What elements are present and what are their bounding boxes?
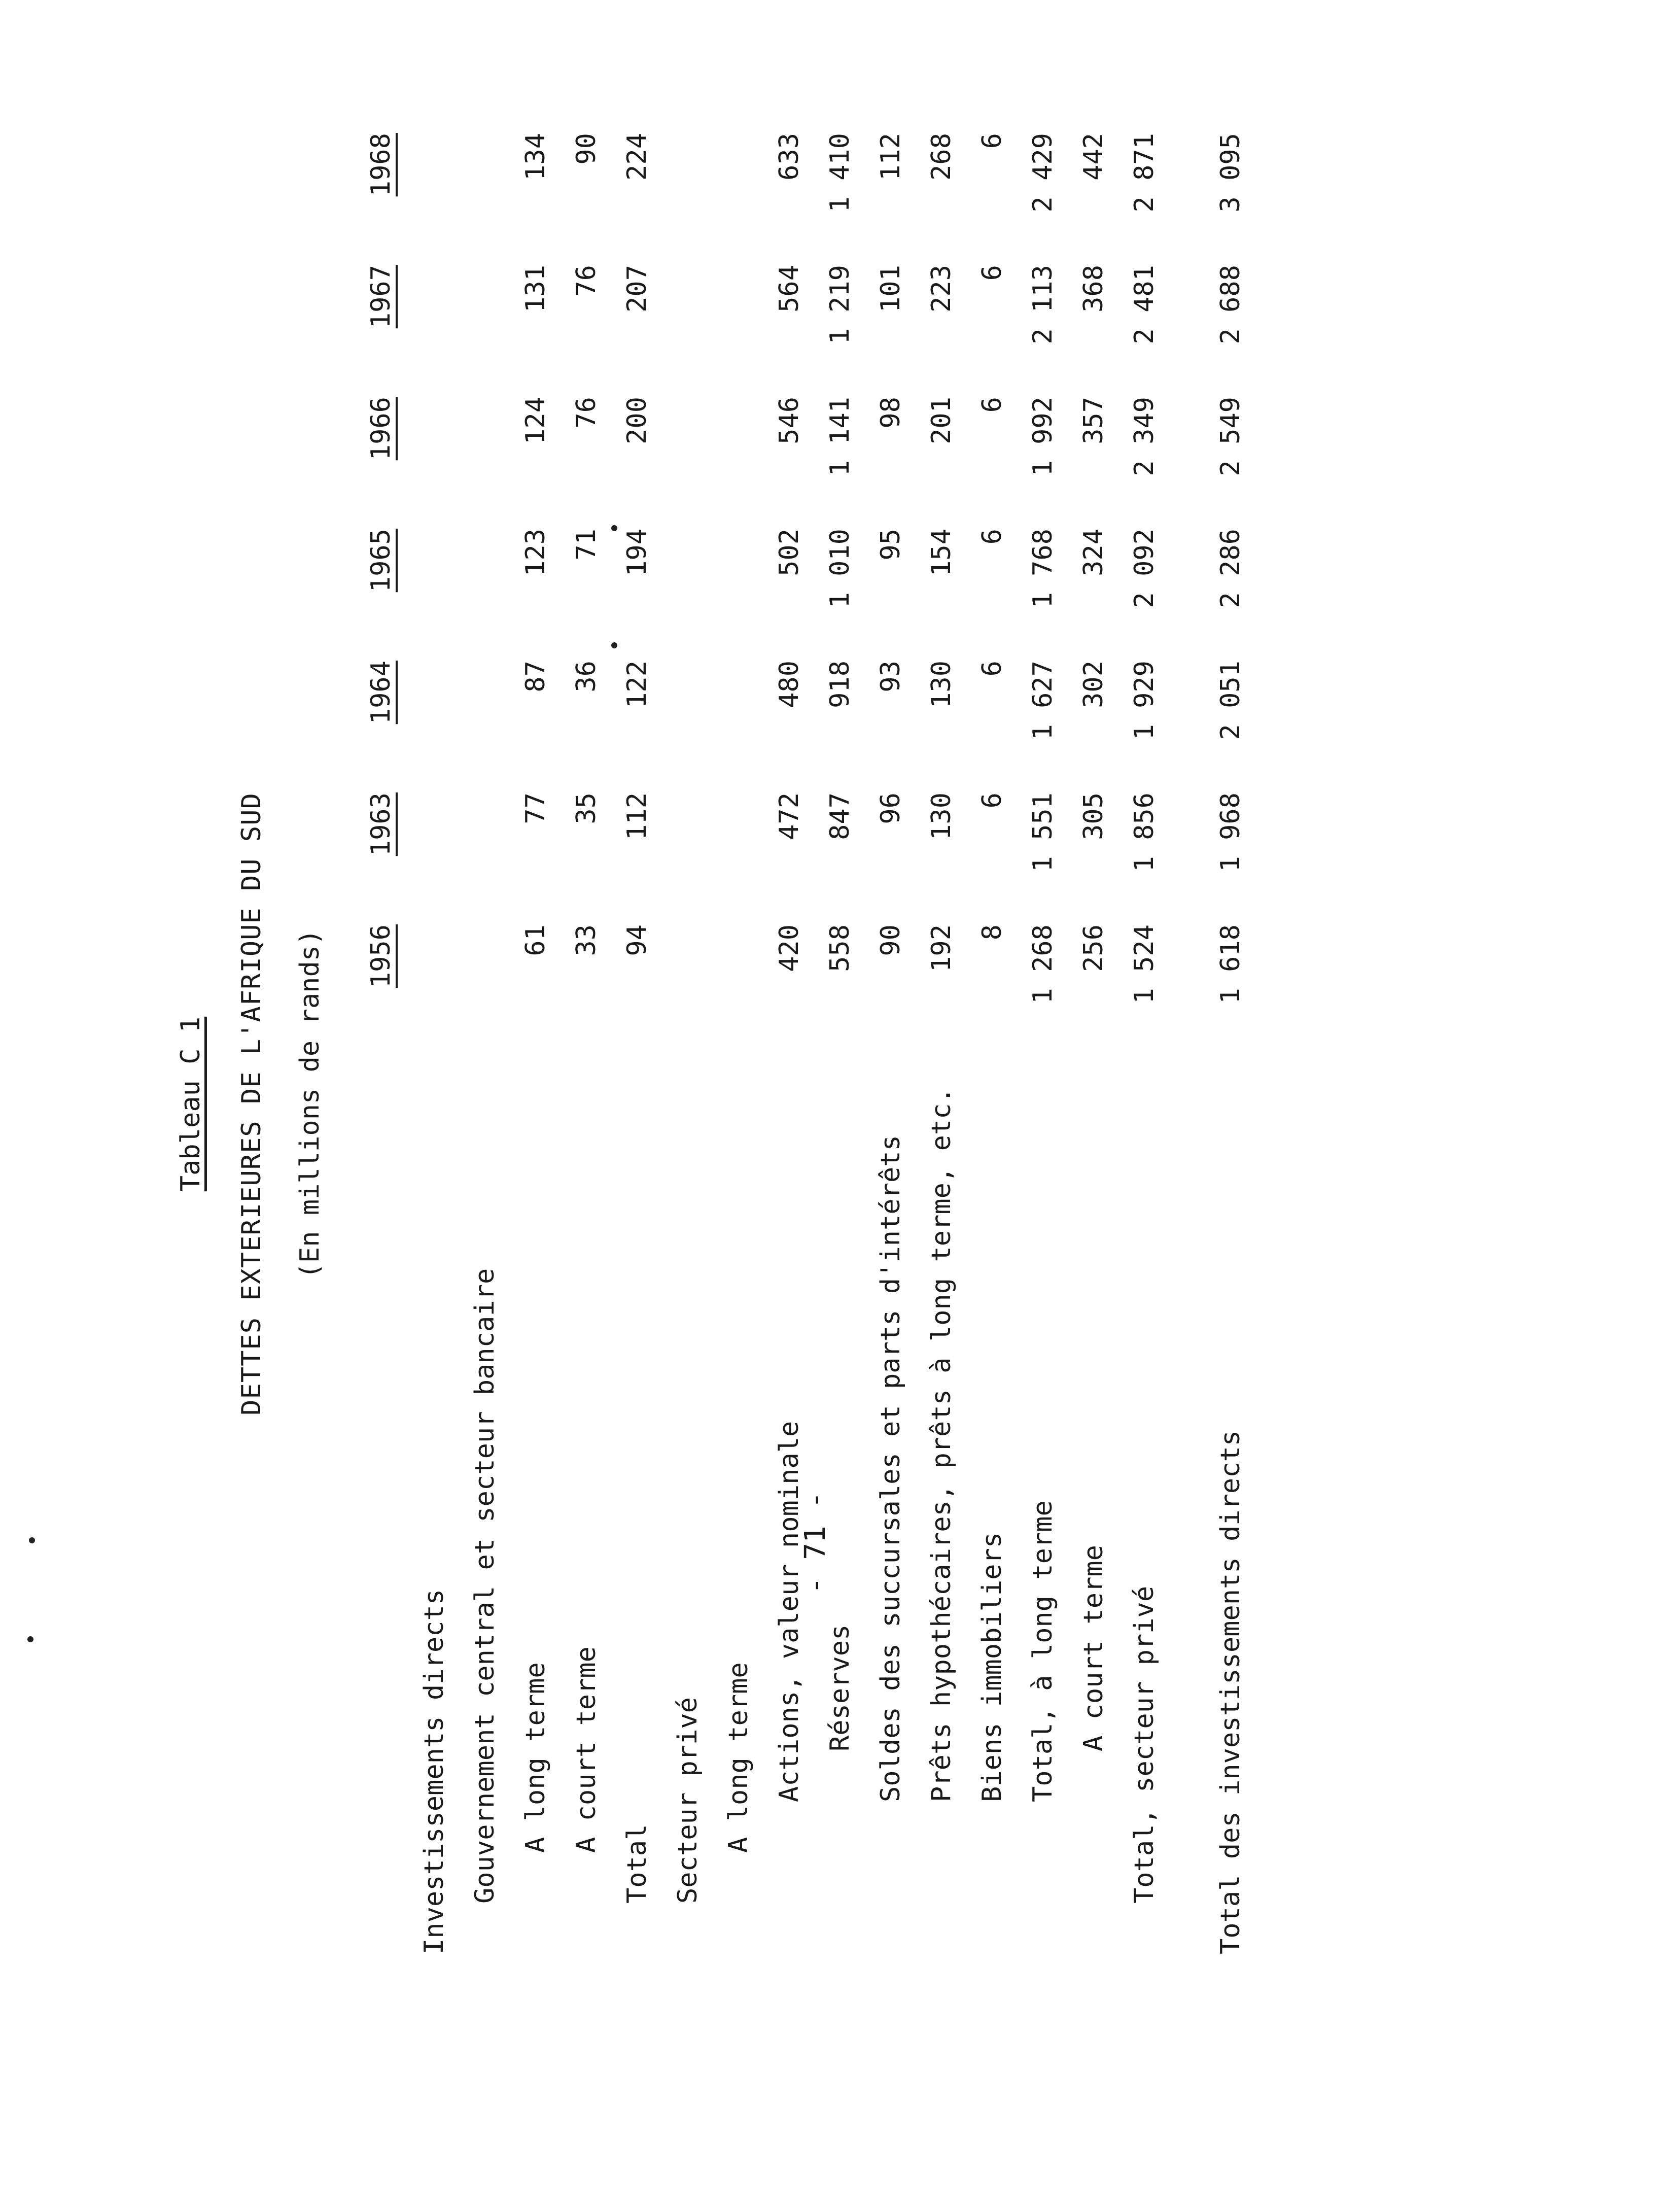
table-cell: 93 <box>876 661 906 693</box>
table-cell: 112 <box>622 792 652 840</box>
table-cell: 2 549 <box>1215 397 1246 476</box>
row-label: Gouvernement central et secteur bancaire <box>470 1268 500 1904</box>
table-cell: 633 <box>774 133 804 181</box>
table-row <box>421 0 457 2208</box>
row-label: Soldes des succursales et parts d'intérêts <box>876 1135 906 1802</box>
table-row <box>675 0 710 2208</box>
table-cell: 1 410 <box>825 133 855 213</box>
table-cell: 1 141 <box>825 397 855 476</box>
table-cell: 8 <box>977 924 1007 941</box>
table-cell: 1 768 <box>1028 529 1058 608</box>
table-cell: 224 <box>622 133 652 181</box>
year-header: 1964 <box>366 661 396 724</box>
table-cell: 207 <box>622 265 652 313</box>
year-header: 1965 <box>366 529 396 593</box>
table-cell: 6 <box>977 397 1007 413</box>
table-cell: 6 <box>977 265 1007 281</box>
table-cell: 357 <box>1078 397 1109 444</box>
row-label: Biens immobiliers <box>977 1532 1007 1802</box>
table-cell: 2 051 <box>1215 661 1246 740</box>
table-row <box>573 0 609 2208</box>
row-label: Total des investissements directs <box>1215 1430 1246 1954</box>
table-cell: 324 <box>1078 529 1109 576</box>
table-cell: 36 <box>571 661 602 693</box>
table-cell: 6 <box>977 661 1007 677</box>
table-cell: 847 <box>825 792 855 840</box>
table-cell: 134 <box>520 133 551 181</box>
table-cell: 368 <box>1078 265 1109 313</box>
year-header: 1966 <box>366 397 396 461</box>
table-cell: 442 <box>1078 133 1109 181</box>
year-header-row <box>368 0 403 2208</box>
table-cell: 546 <box>774 397 804 444</box>
table-cell: 2 349 <box>1129 397 1160 476</box>
table-cell: 2 429 <box>1028 133 1058 213</box>
table-cell: 1 627 <box>1028 661 1058 740</box>
row-label: Prêts hypothécaires, prêts à long terme, etc. <box>926 1087 957 1802</box>
table-row <box>979 0 1014 2208</box>
table-cell: 90 <box>876 924 906 956</box>
table-cell: 223 <box>926 265 957 313</box>
table-cell: 1 618 <box>1215 924 1246 1004</box>
table-cell: 6 <box>977 133 1007 149</box>
table-cell: 1 219 <box>825 265 855 344</box>
table-cell: 200 <box>622 397 652 444</box>
table-cell: 130 <box>926 661 957 708</box>
page-number: - 71 - <box>799 1491 832 1594</box>
row-label: Investissements directs <box>419 1589 449 1954</box>
table-row <box>1217 0 1253 2208</box>
table-cell: 1 968 <box>1215 792 1246 872</box>
table-cell: 2 871 <box>1129 133 1160 213</box>
table-cell: 305 <box>1078 792 1109 840</box>
table-row <box>827 0 862 2208</box>
table-cell: 71 <box>571 529 602 561</box>
table-row <box>776 0 812 2208</box>
table-cell: 268 <box>926 133 957 181</box>
row-label: Réserves <box>825 1624 855 1751</box>
table-cell: 1 524 <box>1129 924 1160 1004</box>
table-cell: 2 688 <box>1215 265 1246 344</box>
table-cell: 122 <box>622 661 652 708</box>
table-cell: 480 <box>774 661 804 708</box>
table-cell: 96 <box>876 792 906 824</box>
year-header: 1963 <box>366 792 396 856</box>
row-label: Actions, valeur nominale <box>774 1421 804 1802</box>
table-cell: 420 <box>774 924 804 972</box>
table-cell: 124 <box>520 397 551 444</box>
table-cell: 918 <box>825 661 855 708</box>
table-cell: 95 <box>876 529 906 561</box>
table-cell: 201 <box>926 397 957 444</box>
row-label: Total, secteur privé <box>1129 1585 1160 1904</box>
table-row <box>878 0 913 2208</box>
table-cell: 154 <box>926 529 957 576</box>
table-row <box>522 0 558 2208</box>
table-cell: 1 551 <box>1028 792 1058 872</box>
table-cell: 33 <box>571 924 602 956</box>
table-cell: 35 <box>571 792 602 824</box>
table-cell: 6 <box>977 792 1007 809</box>
table-cell: 1 856 <box>1129 792 1160 872</box>
table-row <box>928 0 964 2208</box>
table-cell: 130 <box>926 792 957 840</box>
table-cell: 94 <box>622 924 652 956</box>
year-header: 1968 <box>366 133 396 197</box>
table-cell: 302 <box>1078 661 1109 708</box>
table-cell: 472 <box>774 792 804 840</box>
table-cell: 2 286 <box>1215 529 1246 608</box>
table-cell: 61 <box>520 924 551 956</box>
table-cell: 77 <box>520 792 551 824</box>
table-cell: 564 <box>774 265 804 313</box>
row-label: Total <box>622 1824 652 1904</box>
row-label: Secteur privé <box>673 1697 703 1904</box>
table-cell: 112 <box>876 133 906 181</box>
table-subtitle: DETTES EXTERIEURES DE L'AFRIQUE DU SUD <box>236 792 267 1416</box>
table-cell: 194 <box>622 529 652 576</box>
table-cell: 98 <box>876 397 906 429</box>
table-cell: 90 <box>571 133 602 165</box>
table-cell: 1 929 <box>1129 661 1160 740</box>
table-cell: 76 <box>571 265 602 297</box>
table-cell: 6 <box>977 529 1007 545</box>
table-title: Tableau C 1 <box>176 1016 206 1192</box>
table-row <box>1080 0 1116 2208</box>
table-row <box>725 0 761 2208</box>
table-cell: 1 992 <box>1028 397 1058 476</box>
table-cell: 1 268 <box>1028 924 1058 1004</box>
table-cell: 192 <box>926 924 957 972</box>
table-row <box>1131 0 1167 2208</box>
table-cell: 256 <box>1078 924 1109 972</box>
row-label: A long terme <box>520 1662 551 1853</box>
row-label: A long terme <box>723 1662 754 1853</box>
table-cell: 76 <box>571 397 602 429</box>
table-cell: 123 <box>520 529 551 576</box>
table-unit: (En millions de rands) <box>295 929 325 1279</box>
table-row <box>1030 0 1065 2208</box>
table-row <box>624 0 659 2208</box>
table-cell: 131 <box>520 265 551 313</box>
table-cell: 2 113 <box>1028 265 1058 344</box>
table-cell: 2 481 <box>1129 265 1160 344</box>
table-cell: 101 <box>876 265 906 313</box>
row-label: Total, à long terme <box>1028 1500 1058 1802</box>
table-cell: 1 010 <box>825 529 855 608</box>
table-cell: 2 092 <box>1129 529 1160 608</box>
table-cell: 502 <box>774 529 804 576</box>
year-header: 1956 <box>366 924 396 988</box>
year-header: 1967 <box>366 265 396 329</box>
row-label: A court terme <box>1078 1545 1109 1751</box>
row-label: A court terme <box>571 1646 602 1853</box>
table-row <box>472 0 507 2208</box>
table-cell: 3 095 <box>1215 133 1246 213</box>
table-cell: 558 <box>825 924 855 972</box>
table-cell: 87 <box>520 661 551 693</box>
